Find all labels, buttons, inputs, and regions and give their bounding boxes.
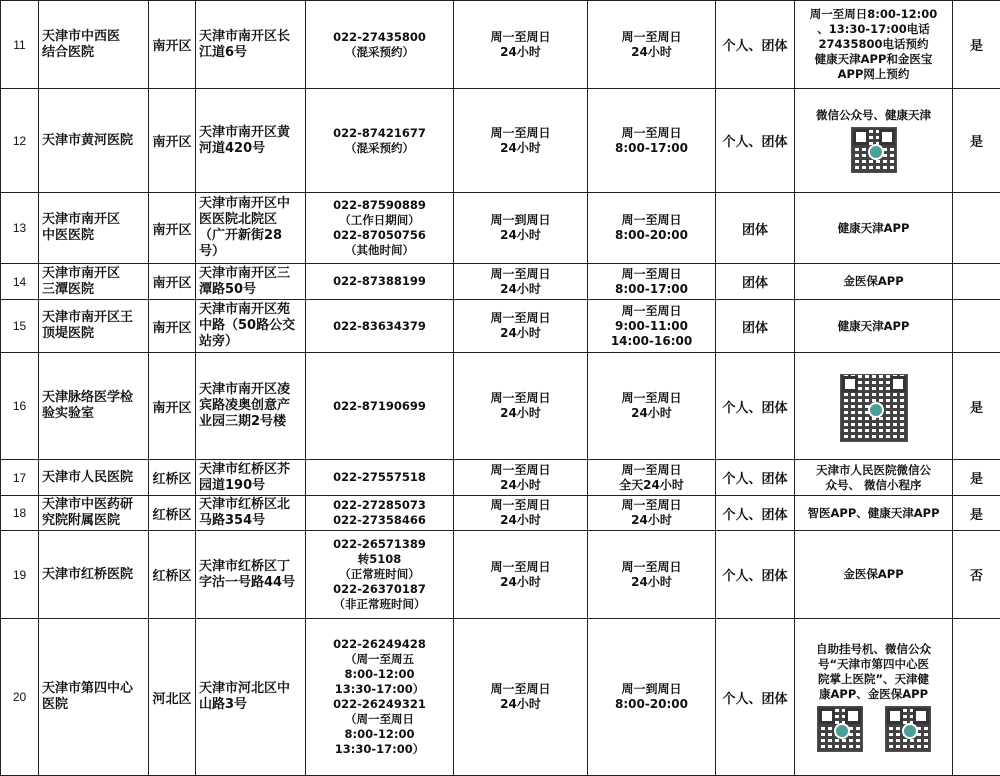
scope-cell: 团体 bbox=[716, 300, 795, 353]
row-number: 11 bbox=[1, 1, 39, 89]
address-cell: 天津市南开区长 江道6号 bbox=[196, 1, 306, 89]
table-row bbox=[1, 264, 1000, 300]
sample-time-cell: 周一至周日 24小时 bbox=[454, 496, 588, 531]
district-cell: 红桥区 bbox=[149, 531, 196, 619]
phone-cell: 022-26571389 转5108 （正常班时间） 022-26370187 （非正常班时间） bbox=[306, 531, 454, 619]
address-cell: 天津市南开区苑 中路（50路公交 站旁） bbox=[196, 300, 306, 353]
row-number: 16 bbox=[1, 353, 39, 460]
phone-cell: 022-27285073 022-27358466 bbox=[306, 496, 454, 531]
hospital-name: 天津市人民医院 bbox=[39, 460, 149, 496]
sample-time-cell: 周一至周日 24小时 bbox=[454, 619, 588, 776]
sample-time-cell: 周一到周日 24小时 bbox=[454, 193, 588, 264]
phone-cell: 022-87421677 （混采预约） bbox=[306, 89, 454, 193]
flag-cell bbox=[953, 264, 1000, 300]
sample-time-cell: 周一至周日 24小时 bbox=[454, 353, 588, 460]
hospital-name: 天津市南开区 三潭医院 bbox=[39, 264, 149, 300]
flag-cell bbox=[953, 619, 1000, 776]
flag-cell: 是 bbox=[953, 353, 1000, 460]
district-cell: 南开区 bbox=[149, 89, 196, 193]
row-number: 15 bbox=[1, 300, 39, 353]
scope-cell: 团体 bbox=[716, 264, 795, 300]
booking-method-cell bbox=[795, 619, 953, 776]
flag-cell: 否 bbox=[953, 531, 1000, 619]
row-number: 17 bbox=[1, 460, 39, 496]
row-number: 12 bbox=[1, 89, 39, 193]
table-row bbox=[1, 193, 1000, 264]
district-cell: 南开区 bbox=[149, 353, 196, 460]
booking-method-text: 健康天津APP bbox=[798, 221, 949, 236]
table-row bbox=[1, 496, 1000, 531]
flag-cell: 是 bbox=[953, 89, 1000, 193]
booking-method-text: 金医保APP bbox=[798, 274, 949, 289]
scope-cell: 个人、团体 bbox=[716, 619, 795, 776]
flag-cell: 是 bbox=[953, 1, 1000, 89]
hospital-name: 天津市中西医 结合医院 bbox=[39, 1, 149, 89]
sample-time-cell: 周一至周日 24小时 bbox=[454, 300, 588, 353]
table-row bbox=[1, 300, 1000, 353]
sample-time-cell: 周一至周日 24小时 bbox=[454, 460, 588, 496]
district-cell: 红桥区 bbox=[149, 496, 196, 531]
report-time-cell: 周一至周日 8:00-17:00 bbox=[588, 89, 716, 193]
table-row bbox=[1, 460, 1000, 496]
table-row bbox=[1, 353, 1000, 460]
booking-method-text: 金医保APP bbox=[798, 567, 949, 582]
booking-method-cell bbox=[795, 531, 953, 619]
hospital-name: 天津市红桥医院 bbox=[39, 531, 149, 619]
row-number: 14 bbox=[1, 264, 39, 300]
table-body bbox=[1, 1, 1000, 776]
scope-cell: 个人、团体 bbox=[716, 460, 795, 496]
row-number: 20 bbox=[1, 619, 39, 776]
table-row bbox=[1, 1, 1000, 89]
hospital-name: 天津市南开区 中医医院 bbox=[39, 193, 149, 264]
hospital-name: 天津市黄河医院 bbox=[39, 89, 149, 193]
qr-code-big-icon bbox=[840, 374, 908, 442]
sample-time-cell: 周一至周日 24小时 bbox=[454, 89, 588, 193]
booking-method-cell bbox=[795, 89, 953, 193]
report-time-cell: 周一至周日 24小时 bbox=[588, 531, 716, 619]
qr-code-icon bbox=[851, 127, 897, 173]
table-row bbox=[1, 89, 1000, 193]
qr-code-group bbox=[798, 374, 949, 442]
hospital-name: 天津脉络医学检 验实验室 bbox=[39, 353, 149, 460]
district-cell: 南开区 bbox=[149, 1, 196, 89]
qr-code-group bbox=[798, 127, 949, 173]
booking-method-text: 周一至周日8:00-12:00 、13:30-17:00电话 27435800电话预约 健康天津APP和金医宝 APP网上预约 bbox=[798, 7, 949, 82]
address-cell: 天津市南开区凌 宾路凌奥创意产 业园三期2号楼 bbox=[196, 353, 306, 460]
hospital-name: 天津市南开区王 顶堤医院 bbox=[39, 300, 149, 353]
flag-cell bbox=[953, 300, 1000, 353]
qr-code-icon bbox=[885, 706, 931, 752]
scope-cell: 个人、团体 bbox=[716, 89, 795, 193]
phone-cell: 022-27435800 （混采预约） bbox=[306, 1, 454, 89]
booking-method-text: 微信公众号、健康天津 bbox=[798, 108, 949, 123]
report-time-cell: 周一至周日 24小时 bbox=[588, 1, 716, 89]
booking-method-cell bbox=[795, 264, 953, 300]
scope-cell: 个人、团体 bbox=[716, 496, 795, 531]
sample-time-cell: 周一至周日 24小时 bbox=[454, 531, 588, 619]
flag-cell bbox=[953, 193, 1000, 264]
district-cell: 南开区 bbox=[149, 193, 196, 264]
district-cell: 南开区 bbox=[149, 264, 196, 300]
phone-cell: 022-27557518 bbox=[306, 460, 454, 496]
phone-cell: 022-26249428 （周一至周五 8:00-12:00 13:30-17:00） 022-26249321 （周一至周日 8:00-12:00 13:30-17:00） bbox=[306, 619, 454, 776]
report-time-cell: 周一到周日 8:00-20:00 bbox=[588, 619, 716, 776]
row-number: 13 bbox=[1, 193, 39, 264]
booking-method-cell bbox=[795, 353, 953, 460]
booking-method-cell bbox=[795, 193, 953, 264]
booking-method-text: 天津市人民医院微信公 众号、 微信小程序 bbox=[798, 463, 949, 493]
address-cell: 天津市红桥区丁 字沽一号路44号 bbox=[196, 531, 306, 619]
sample-time-cell: 周一至周日 24小时 bbox=[454, 264, 588, 300]
phone-cell: 022-83634379 bbox=[306, 300, 454, 353]
district-cell: 河北区 bbox=[149, 619, 196, 776]
report-time-cell: 周一至周日 24小时 bbox=[588, 353, 716, 460]
report-time-cell: 周一至周日 9:00-11:00 14:00-16:00 bbox=[588, 300, 716, 353]
flag-cell: 是 bbox=[953, 496, 1000, 531]
scope-cell: 团体 bbox=[716, 193, 795, 264]
phone-cell: 022-87388199 bbox=[306, 264, 454, 300]
row-number: 19 bbox=[1, 531, 39, 619]
qr-code-group bbox=[798, 706, 949, 752]
scope-cell: 个人、团体 bbox=[716, 531, 795, 619]
report-time-cell: 周一至周日 8:00-20:00 bbox=[588, 193, 716, 264]
scope-cell: 个人、团体 bbox=[716, 1, 795, 89]
report-time-cell: 周一至周日 24小时 bbox=[588, 496, 716, 531]
phone-cell: 022-87190699 bbox=[306, 353, 454, 460]
table-row bbox=[1, 531, 1000, 619]
address-cell: 天津市南开区三 潭路50号 bbox=[196, 264, 306, 300]
booking-method-text: 健康天津APP bbox=[798, 319, 949, 334]
row-number: 18 bbox=[1, 496, 39, 531]
hospital-name: 天津市中医药研 究院附属医院 bbox=[39, 496, 149, 531]
sample-time-cell: 周一至周日 24小时 bbox=[454, 1, 588, 89]
district-cell: 南开区 bbox=[149, 300, 196, 353]
address-cell: 天津市南开区中 医医院北院区 （广开新街28 号） bbox=[196, 193, 306, 264]
flag-cell: 是 bbox=[953, 460, 1000, 496]
address-cell: 天津市红桥区北 马路354号 bbox=[196, 496, 306, 531]
scope-cell: 个人、团体 bbox=[716, 353, 795, 460]
table-row bbox=[1, 619, 1000, 776]
address-cell: 天津市南开区黄 河道420号 bbox=[196, 89, 306, 193]
address-cell: 天津市河北区中 山路3号 bbox=[196, 619, 306, 776]
qr-code-icon bbox=[817, 706, 863, 752]
report-time-cell: 周一至周日 全天24小时 bbox=[588, 460, 716, 496]
booking-method-cell bbox=[795, 460, 953, 496]
phone-cell: 022-87590889 （工作日期间） 022-87050756 （其他时间） bbox=[306, 193, 454, 264]
booking-method-text: 智医APP、健康天津APP bbox=[798, 506, 949, 521]
address-cell: 天津市红桥区芥 园道190号 bbox=[196, 460, 306, 496]
booking-method-text: 自助挂号机、微信公众 号“天津市第四中心医 院掌上医院”、天津健 康APP、金医保APP bbox=[798, 642, 949, 702]
report-time-cell: 周一至周日 8:00-17:00 bbox=[588, 264, 716, 300]
hospital-name: 天津市第四中心 医院 bbox=[39, 619, 149, 776]
booking-method-cell bbox=[795, 1, 953, 89]
booking-method-cell bbox=[795, 300, 953, 353]
booking-method-cell bbox=[795, 496, 953, 531]
district-cell: 红桥区 bbox=[149, 460, 196, 496]
